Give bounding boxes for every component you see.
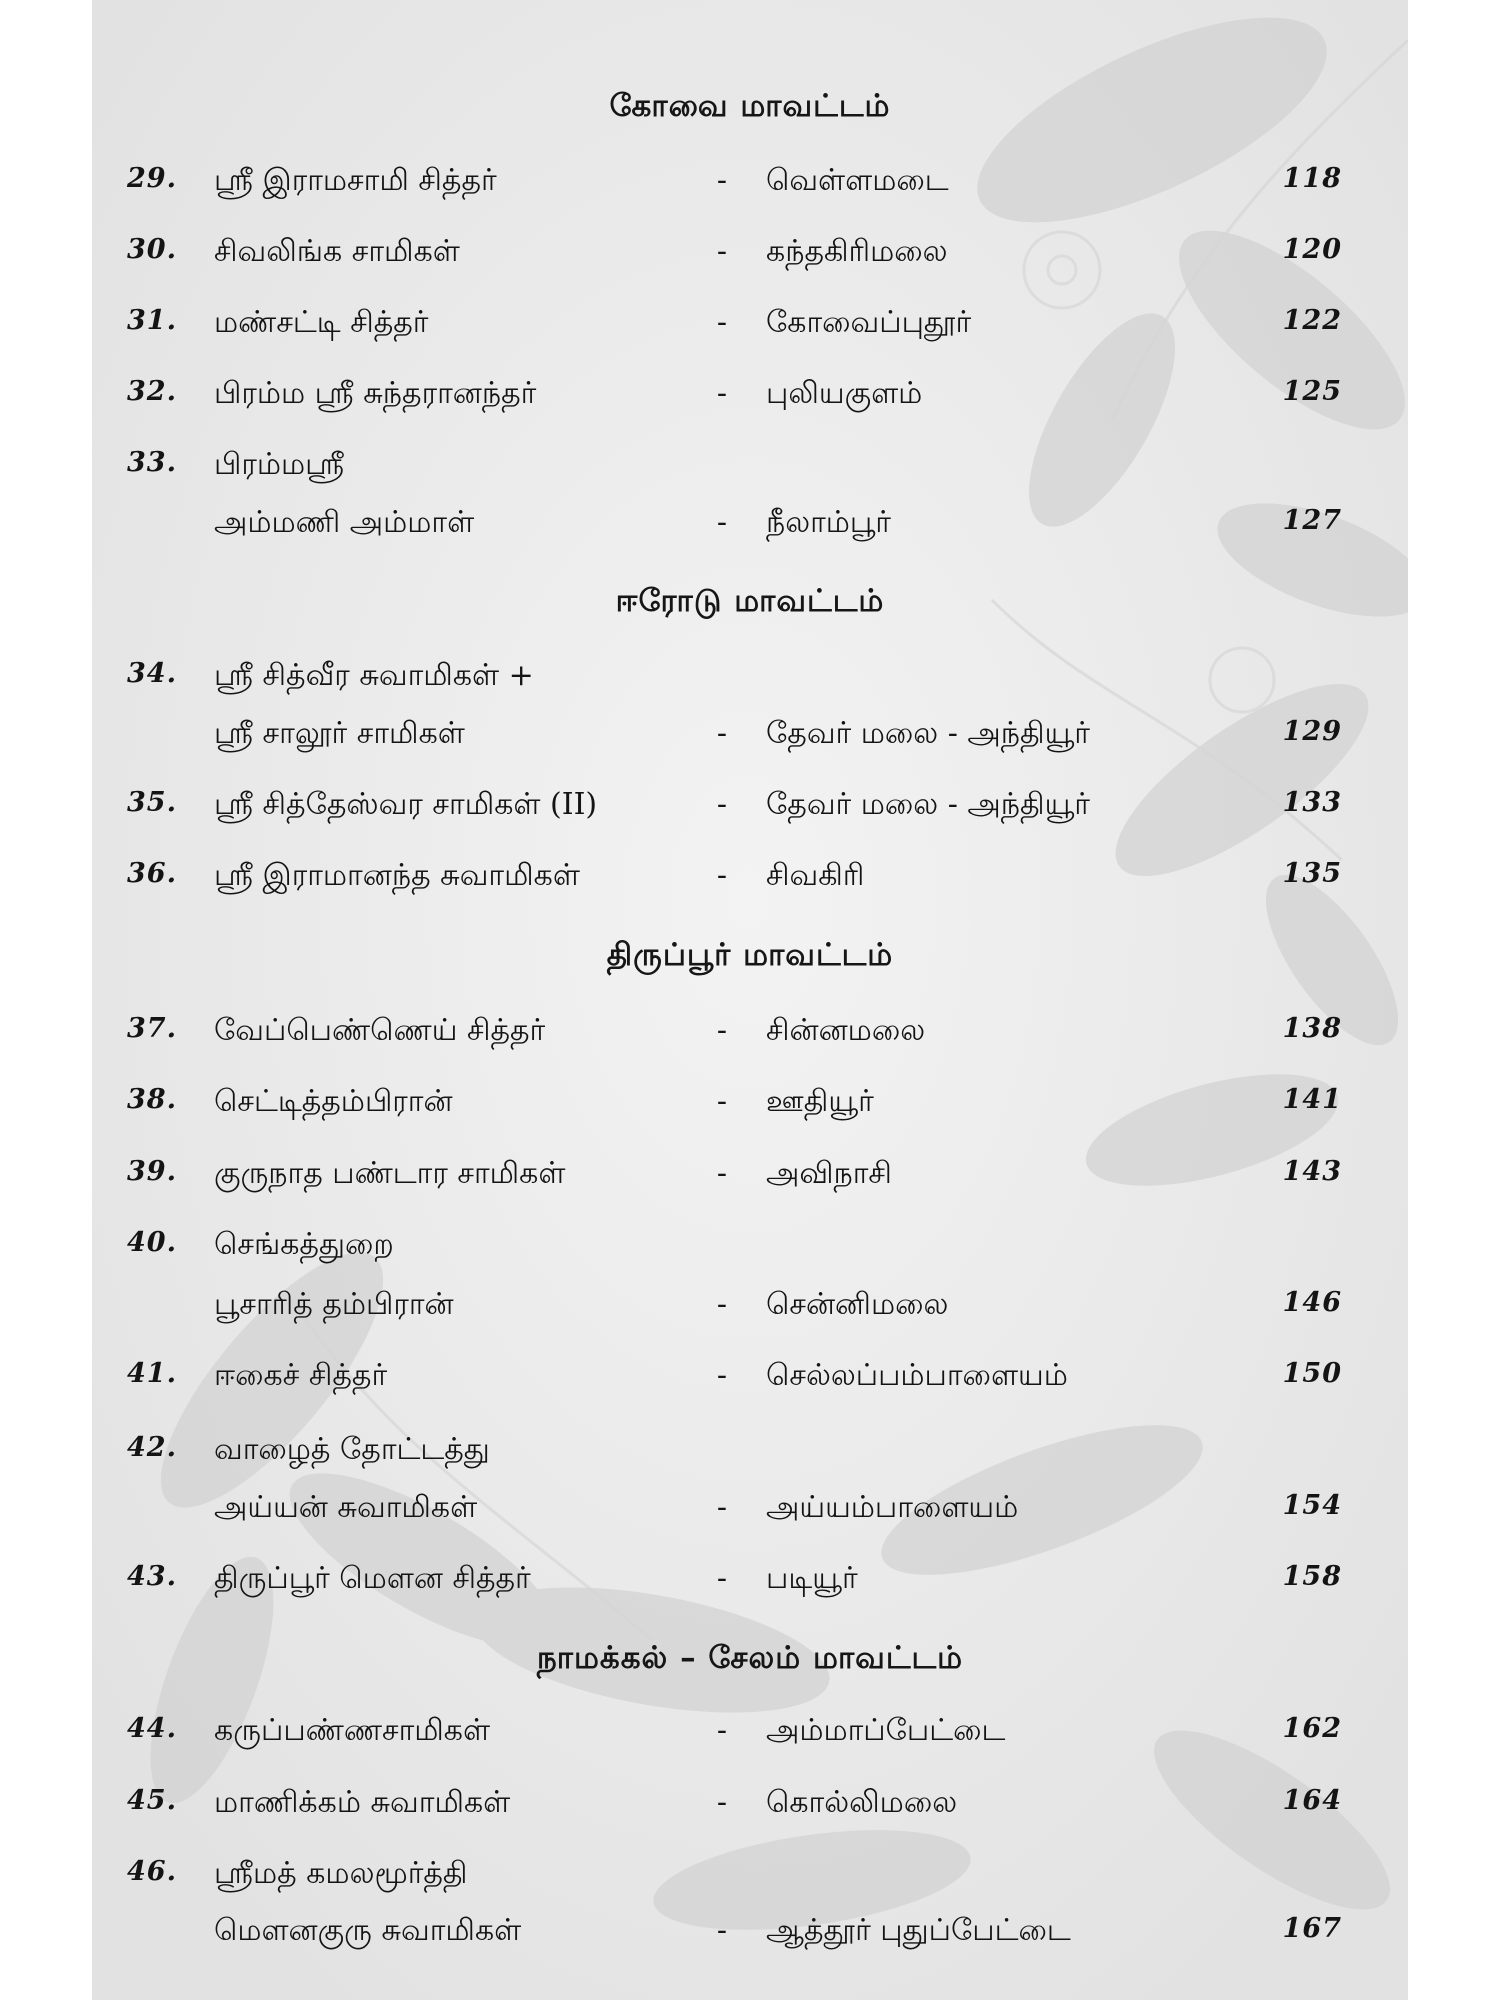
entry-name: ஸ்ரீமத் கமலமூர்த்தி <box>214 1856 468 1891</box>
entry-place: செல்லப்பம்பாளையம் <box>766 1358 1068 1393</box>
entry-name: பிரம்மஸ்ரீ <box>214 447 345 482</box>
toc-entry-continued <box>92 1287 1408 1333</box>
entry-page: 146 <box>1282 1287 1342 1318</box>
entry-name: பிரம்ம ஸ்ரீ சுந்தரானந்தர் <box>214 376 537 411</box>
entry-name: கருப்பண்ணசாமிகள் <box>214 1713 491 1748</box>
entry-dash: - <box>716 1287 728 1322</box>
entry-number: 34. <box>127 658 177 689</box>
toc-entry-continued <box>92 505 1408 551</box>
toc-entry <box>92 447 1408 493</box>
entry-number: 40. <box>127 1227 177 1258</box>
entry-page: 141 <box>1282 1084 1342 1115</box>
entry-page: 154 <box>1282 1490 1342 1521</box>
entry-dash: - <box>716 1713 728 1748</box>
entry-dash: - <box>716 505 728 540</box>
entry-number: 42. <box>127 1432 177 1463</box>
entry-dash: - <box>716 234 728 269</box>
entry-place: தேவர் மலை - அந்தியூர் <box>766 787 1090 822</box>
entry-place: புலியகுளம் <box>766 376 923 411</box>
entry-number: 44. <box>127 1713 177 1744</box>
entry-page: 118 <box>1282 163 1342 194</box>
entry-name: ஸ்ரீ இராமானந்த சுவாமிகள் <box>214 858 580 893</box>
entry-dash: - <box>716 1785 728 1820</box>
entry-number: 46. <box>127 1856 177 1887</box>
entry-number: 38. <box>127 1084 177 1115</box>
entry-name-line-2: பூசாரித் தம்பிரான் <box>214 1287 454 1322</box>
entry-number: 36. <box>127 858 177 889</box>
toc-entry <box>92 305 1408 351</box>
toc-entry <box>92 163 1408 209</box>
section-heading: நாமக்கல் – சேலம் மாவட்டம் <box>536 1640 964 1676</box>
entry-number: 43. <box>127 1561 177 1592</box>
toc-entry <box>92 787 1408 833</box>
entry-place: அம்மாப்பேட்டை <box>766 1713 1006 1748</box>
toc-entry <box>92 1227 1408 1273</box>
entry-place: படியூர் <box>766 1561 858 1596</box>
entry-dash: - <box>716 305 728 340</box>
entry-number: 30. <box>127 234 177 265</box>
entry-dash: - <box>716 163 728 198</box>
entry-place: கந்தகிரிமலை <box>766 234 948 269</box>
entry-number: 41. <box>127 1358 177 1389</box>
entry-place: வெள்ளமடை <box>766 163 949 198</box>
entry-page: 125 <box>1282 376 1342 407</box>
entry-name: வேப்பெண்ணெய் சித்தர் <box>214 1013 546 1048</box>
entry-place: கொல்லிமலை <box>766 1785 958 1820</box>
toc-entry <box>92 1713 1408 1759</box>
entry-page: 135 <box>1282 858 1342 889</box>
entry-place: சின்னமலை <box>766 1013 926 1048</box>
toc-entry-continued <box>92 1490 1408 1536</box>
entry-name: செங்கத்துறை <box>214 1227 394 1262</box>
entry-number: 33. <box>127 447 177 478</box>
toc-entry <box>92 1013 1408 1059</box>
entry-page: 162 <box>1282 1713 1342 1744</box>
toc-entry <box>92 1856 1408 1902</box>
entry-place: நீலாம்பூர் <box>766 505 891 540</box>
entry-number: 31. <box>127 305 177 336</box>
section-heading: திருப்பூர் மாவட்டம் <box>606 937 894 973</box>
toc-entry <box>92 658 1408 704</box>
toc-entry <box>92 1785 1408 1831</box>
toc-entry <box>92 234 1408 280</box>
entry-name: ஸ்ரீ இராமசாமி சித்தர் <box>214 163 497 198</box>
book-page <box>92 0 1408 2000</box>
entry-place: கோவைப்புதூர் <box>766 305 972 340</box>
entry-name-line-2: அய்யன் சுவாமிகள் <box>214 1490 478 1525</box>
entry-dash: - <box>716 1358 728 1393</box>
entry-dash: - <box>716 1913 728 1948</box>
entry-page: 129 <box>1282 716 1342 747</box>
entry-dash: - <box>716 716 728 751</box>
entry-name: சிவலிங்க சாமிகள் <box>214 234 460 269</box>
entry-name: ஈகைச் சித்தர் <box>214 1358 388 1393</box>
entry-number: 39. <box>127 1156 177 1187</box>
entry-name-line-2: ஸ்ரீ சாலூர் சாமிகள் <box>214 716 465 751</box>
toc-entry <box>92 1156 1408 1202</box>
entry-dash: - <box>716 1561 728 1596</box>
entry-number: 32. <box>127 376 177 407</box>
entry-number: 35. <box>127 787 177 818</box>
toc-entry <box>92 1561 1408 1607</box>
entry-name: மண்சட்டி சித்தர் <box>214 305 429 340</box>
entry-name: செட்டித்தம்பிரான் <box>214 1084 453 1119</box>
entry-page: 133 <box>1282 787 1342 818</box>
entry-page: 127 <box>1282 505 1342 536</box>
section-heading: கோவை மாவட்டம் <box>609 88 891 124</box>
entry-name-line-2: மௌனகுரு சுவாமிகள் <box>214 1913 522 1948</box>
toc-entry <box>92 1358 1408 1404</box>
entry-number: 45. <box>127 1785 177 1816</box>
toc-entry <box>92 858 1408 904</box>
entry-name: மாணிக்கம் சுவாமிகள் <box>214 1785 511 1820</box>
entry-page: 164 <box>1282 1785 1342 1816</box>
entry-place: அவிநாசி <box>766 1156 892 1191</box>
entry-name-line-2: அம்மணி அம்மாள் <box>214 505 475 540</box>
toc-entry-continued <box>92 1913 1408 1959</box>
entry-number: 29. <box>127 163 177 194</box>
entry-place: அய்யம்பாளையம் <box>766 1490 1019 1525</box>
toc-entry <box>92 1084 1408 1130</box>
entry-dash: - <box>716 1156 728 1191</box>
entry-place: ஊதியூர் <box>766 1084 874 1119</box>
entry-place: சிவகிரி <box>766 858 865 893</box>
toc-entry <box>92 376 1408 422</box>
entry-place: ஆத்தூர் புதுப்பேட்டை <box>766 1913 1071 1948</box>
entry-dash: - <box>716 1084 728 1119</box>
entry-number: 37. <box>127 1013 177 1044</box>
entry-page: 138 <box>1282 1013 1342 1044</box>
toc-entry-continued <box>92 716 1408 762</box>
entry-dash: - <box>716 1490 728 1525</box>
entry-name: வாழைத் தோட்டத்து <box>214 1432 490 1467</box>
table-of-contents <box>92 0 1408 2000</box>
entry-dash: - <box>716 787 728 822</box>
entry-place: தேவர் மலை - அந்தியூர் <box>766 716 1090 751</box>
entry-page: 158 <box>1282 1561 1342 1592</box>
entry-name: ஸ்ரீ சித்வீர சுவாமிகள் + <box>214 658 534 693</box>
entry-dash: - <box>716 376 728 411</box>
entry-page: 167 <box>1282 1913 1342 1944</box>
entry-dash: - <box>716 858 728 893</box>
entry-page: 120 <box>1282 234 1342 265</box>
entry-place: சென்னிமலை <box>766 1287 949 1322</box>
entry-name: ஸ்ரீ சித்தேஸ்வர சாமிகள் (II) <box>214 787 598 822</box>
entry-name: திருப்பூர் மௌன சித்தர் <box>214 1561 531 1596</box>
entry-dash: - <box>716 1013 728 1048</box>
entry-page: 143 <box>1282 1156 1342 1187</box>
section-heading: ஈரோடு மாவட்டம் <box>615 583 885 619</box>
entry-page: 122 <box>1282 305 1342 336</box>
entry-name: குருநாத பண்டார சாமிகள் <box>214 1156 566 1191</box>
toc-entry <box>92 1432 1408 1478</box>
entry-page: 150 <box>1282 1358 1342 1389</box>
